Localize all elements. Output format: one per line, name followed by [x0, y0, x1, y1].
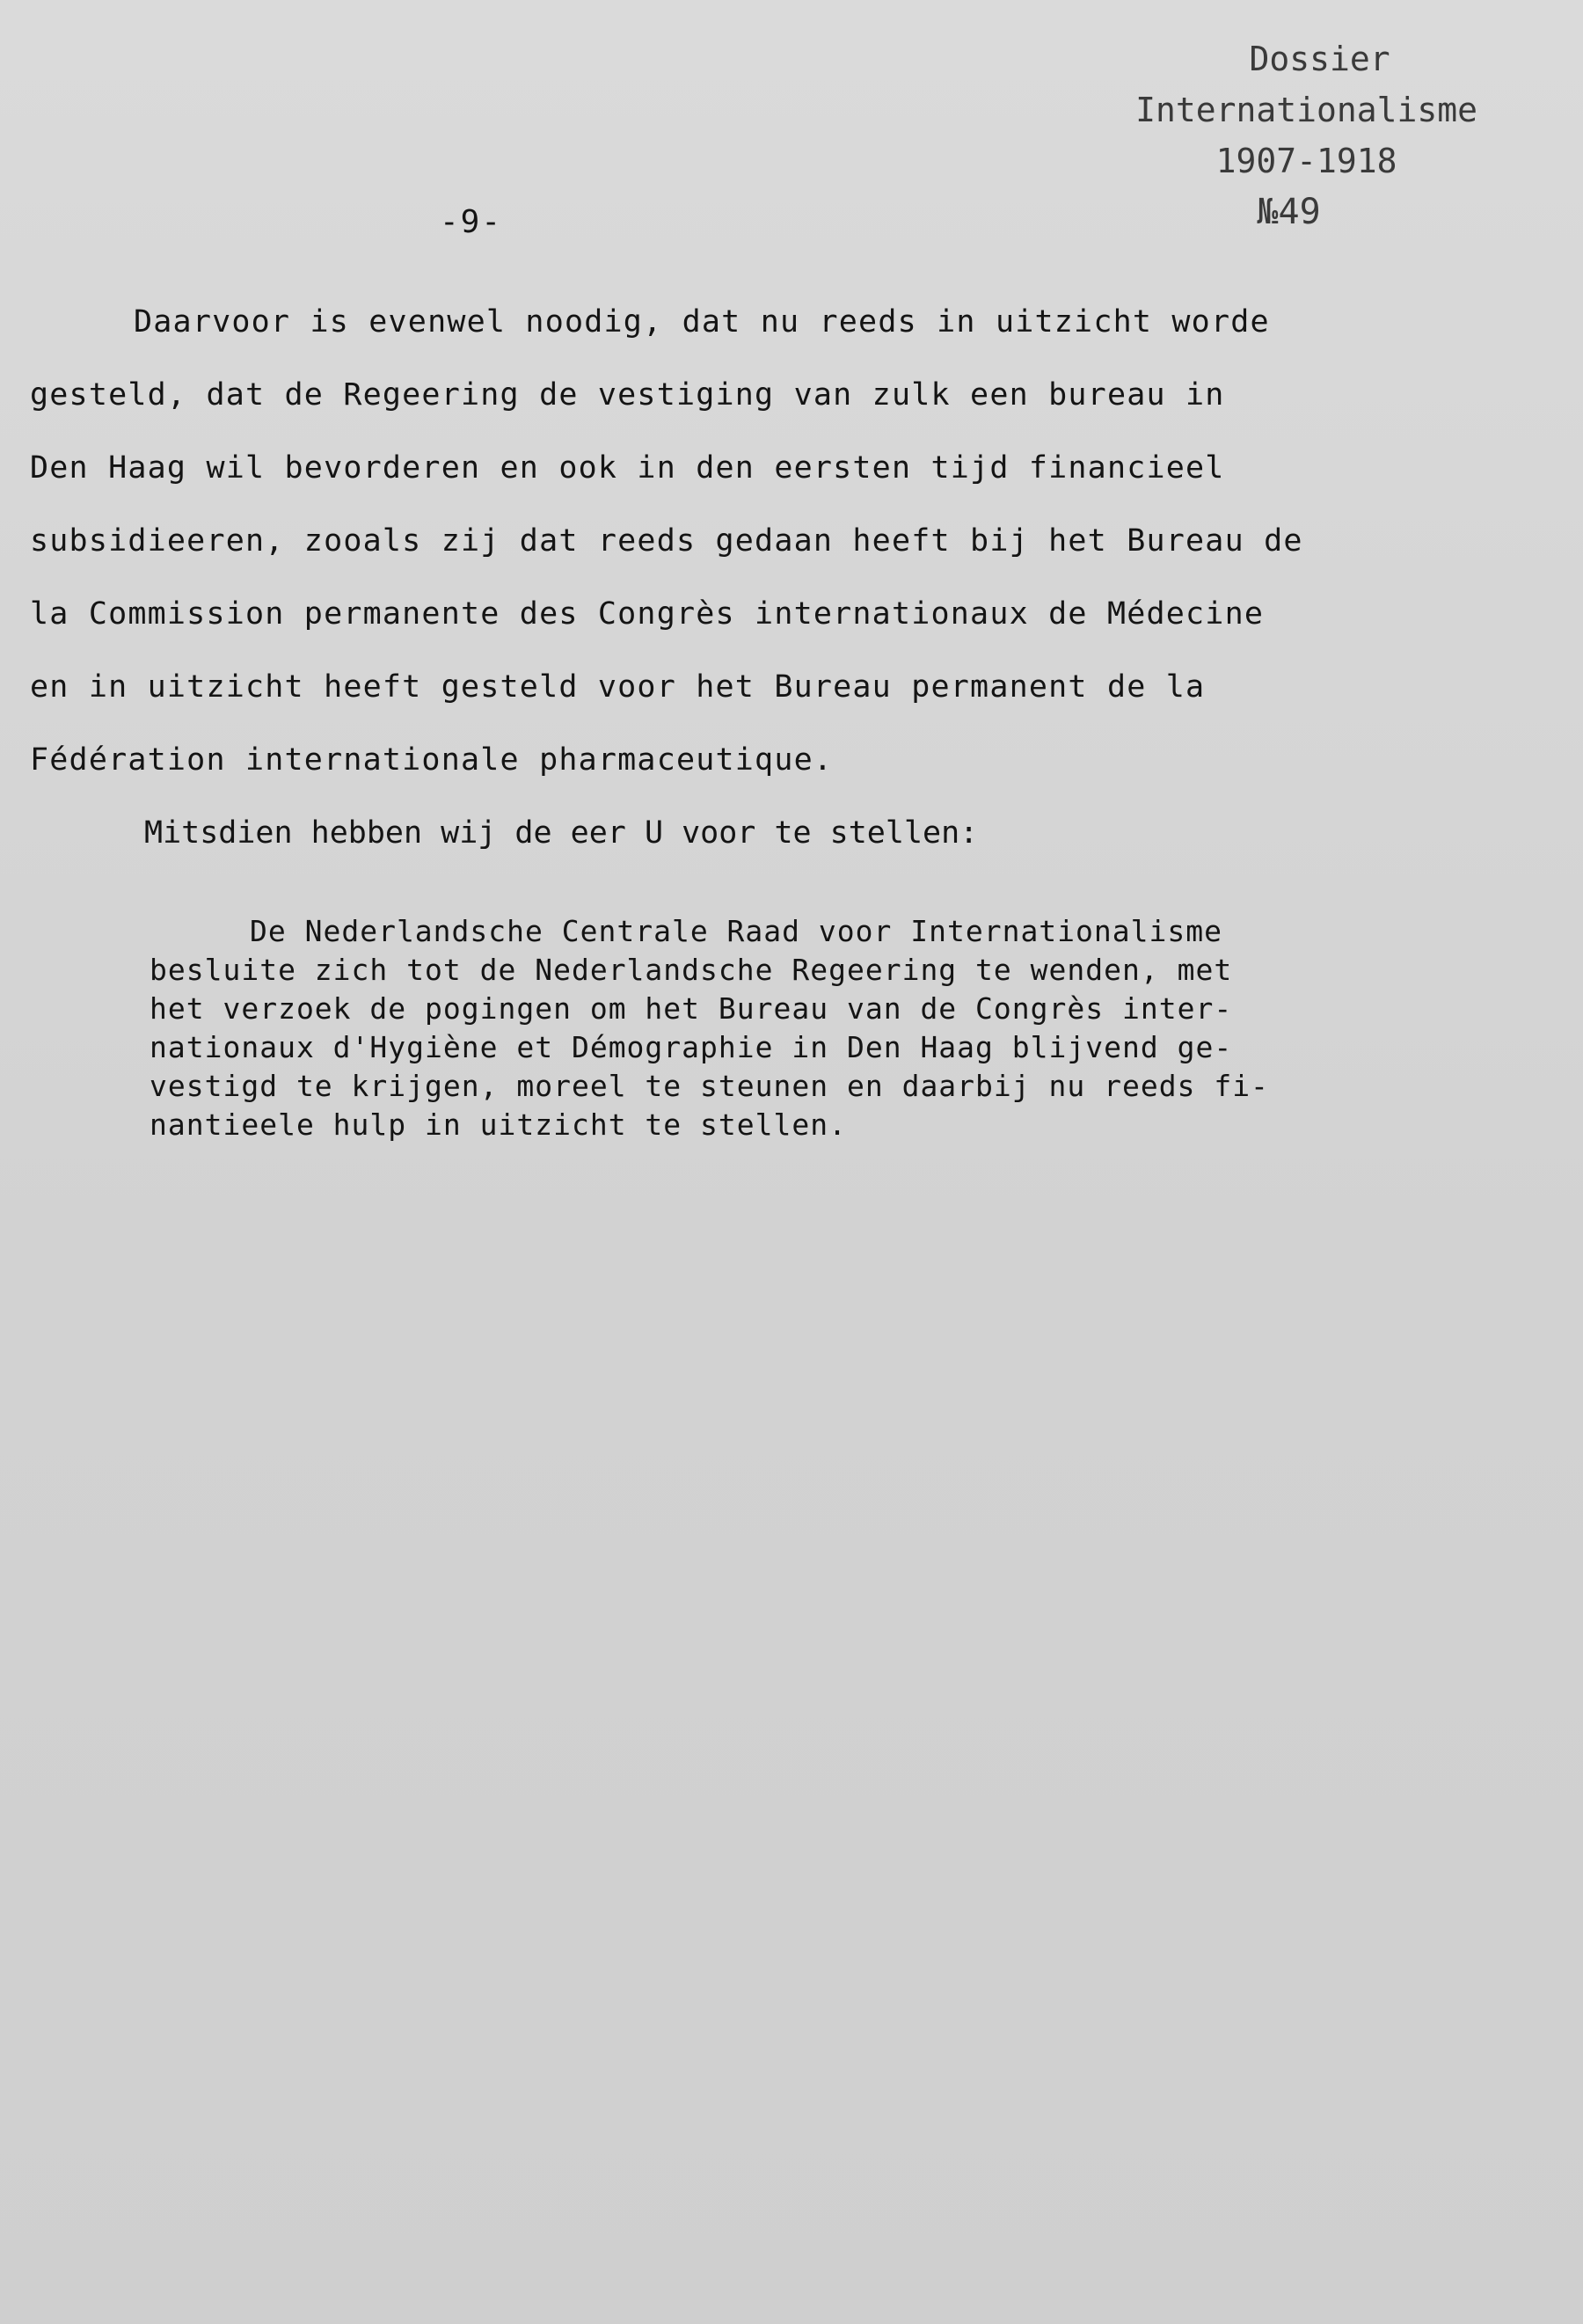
resolution-line: besluite zich tot de Nederlandsche Regeering te wenden, met: [150, 953, 1233, 987]
archive-stamp: [1135, 33, 1477, 238]
resolution-line: nationaux d'Hygiène et Démographie in Den Haag blijvend ge-: [150, 1030, 1233, 1064]
resolution-line: het verzoek de pogingen om het Bureau van de Congrès inter-: [150, 991, 1233, 1026]
resolution-line: vestigd te krijgen, moreel te steunen en daarbij nu reeds fi-: [150, 1069, 1269, 1103]
resolution-block: [30, 912, 1428, 1144]
text-line: gesteld, dat de Regeering de vestiging van zulk een bureau in: [30, 377, 1225, 413]
stamp-line-dossier: Dossier: [1249, 40, 1390, 78]
resolution-line: nantieele hulp in uitzicht te stellen.: [150, 1107, 847, 1142]
paragraph-1: [30, 286, 1428, 797]
text-line: Fédération internationale pharmaceutique.: [30, 742, 834, 778]
text-line: Daarvoor is evenwel noodig, dat nu reeds in uitzicht worde: [134, 304, 1270, 340]
text-line: en in uitzicht heeft gesteld voor het Bureau permanent de la: [30, 669, 1206, 705]
resolution-line: De Nederlandsche Centrale Raad voor Internationalisme: [250, 914, 1222, 948]
stamp-line-number: №49: [1257, 192, 1321, 232]
paragraph-2: [30, 797, 1428, 870]
stamp-line-years: 1907-1918: [1215, 142, 1397, 180]
text-line: la Commission permanente des Congrès internationaux de Médecine: [30, 596, 1265, 632]
text-line: Den Haag wil bevorderen en ook in den eersten tijd financieel: [30, 450, 1225, 486]
stamp-line-collection: Internationalisme: [1135, 91, 1477, 129]
text-line: Mitsdien hebben wij de eer U voor te stellen:: [144, 815, 979, 851]
page-number: -9-: [440, 204, 503, 240]
text-line: subsidieeren, zooals zij dat reeds gedaan heeft bij het Bureau de: [30, 523, 1303, 559]
document-body: [30, 286, 1428, 1144]
